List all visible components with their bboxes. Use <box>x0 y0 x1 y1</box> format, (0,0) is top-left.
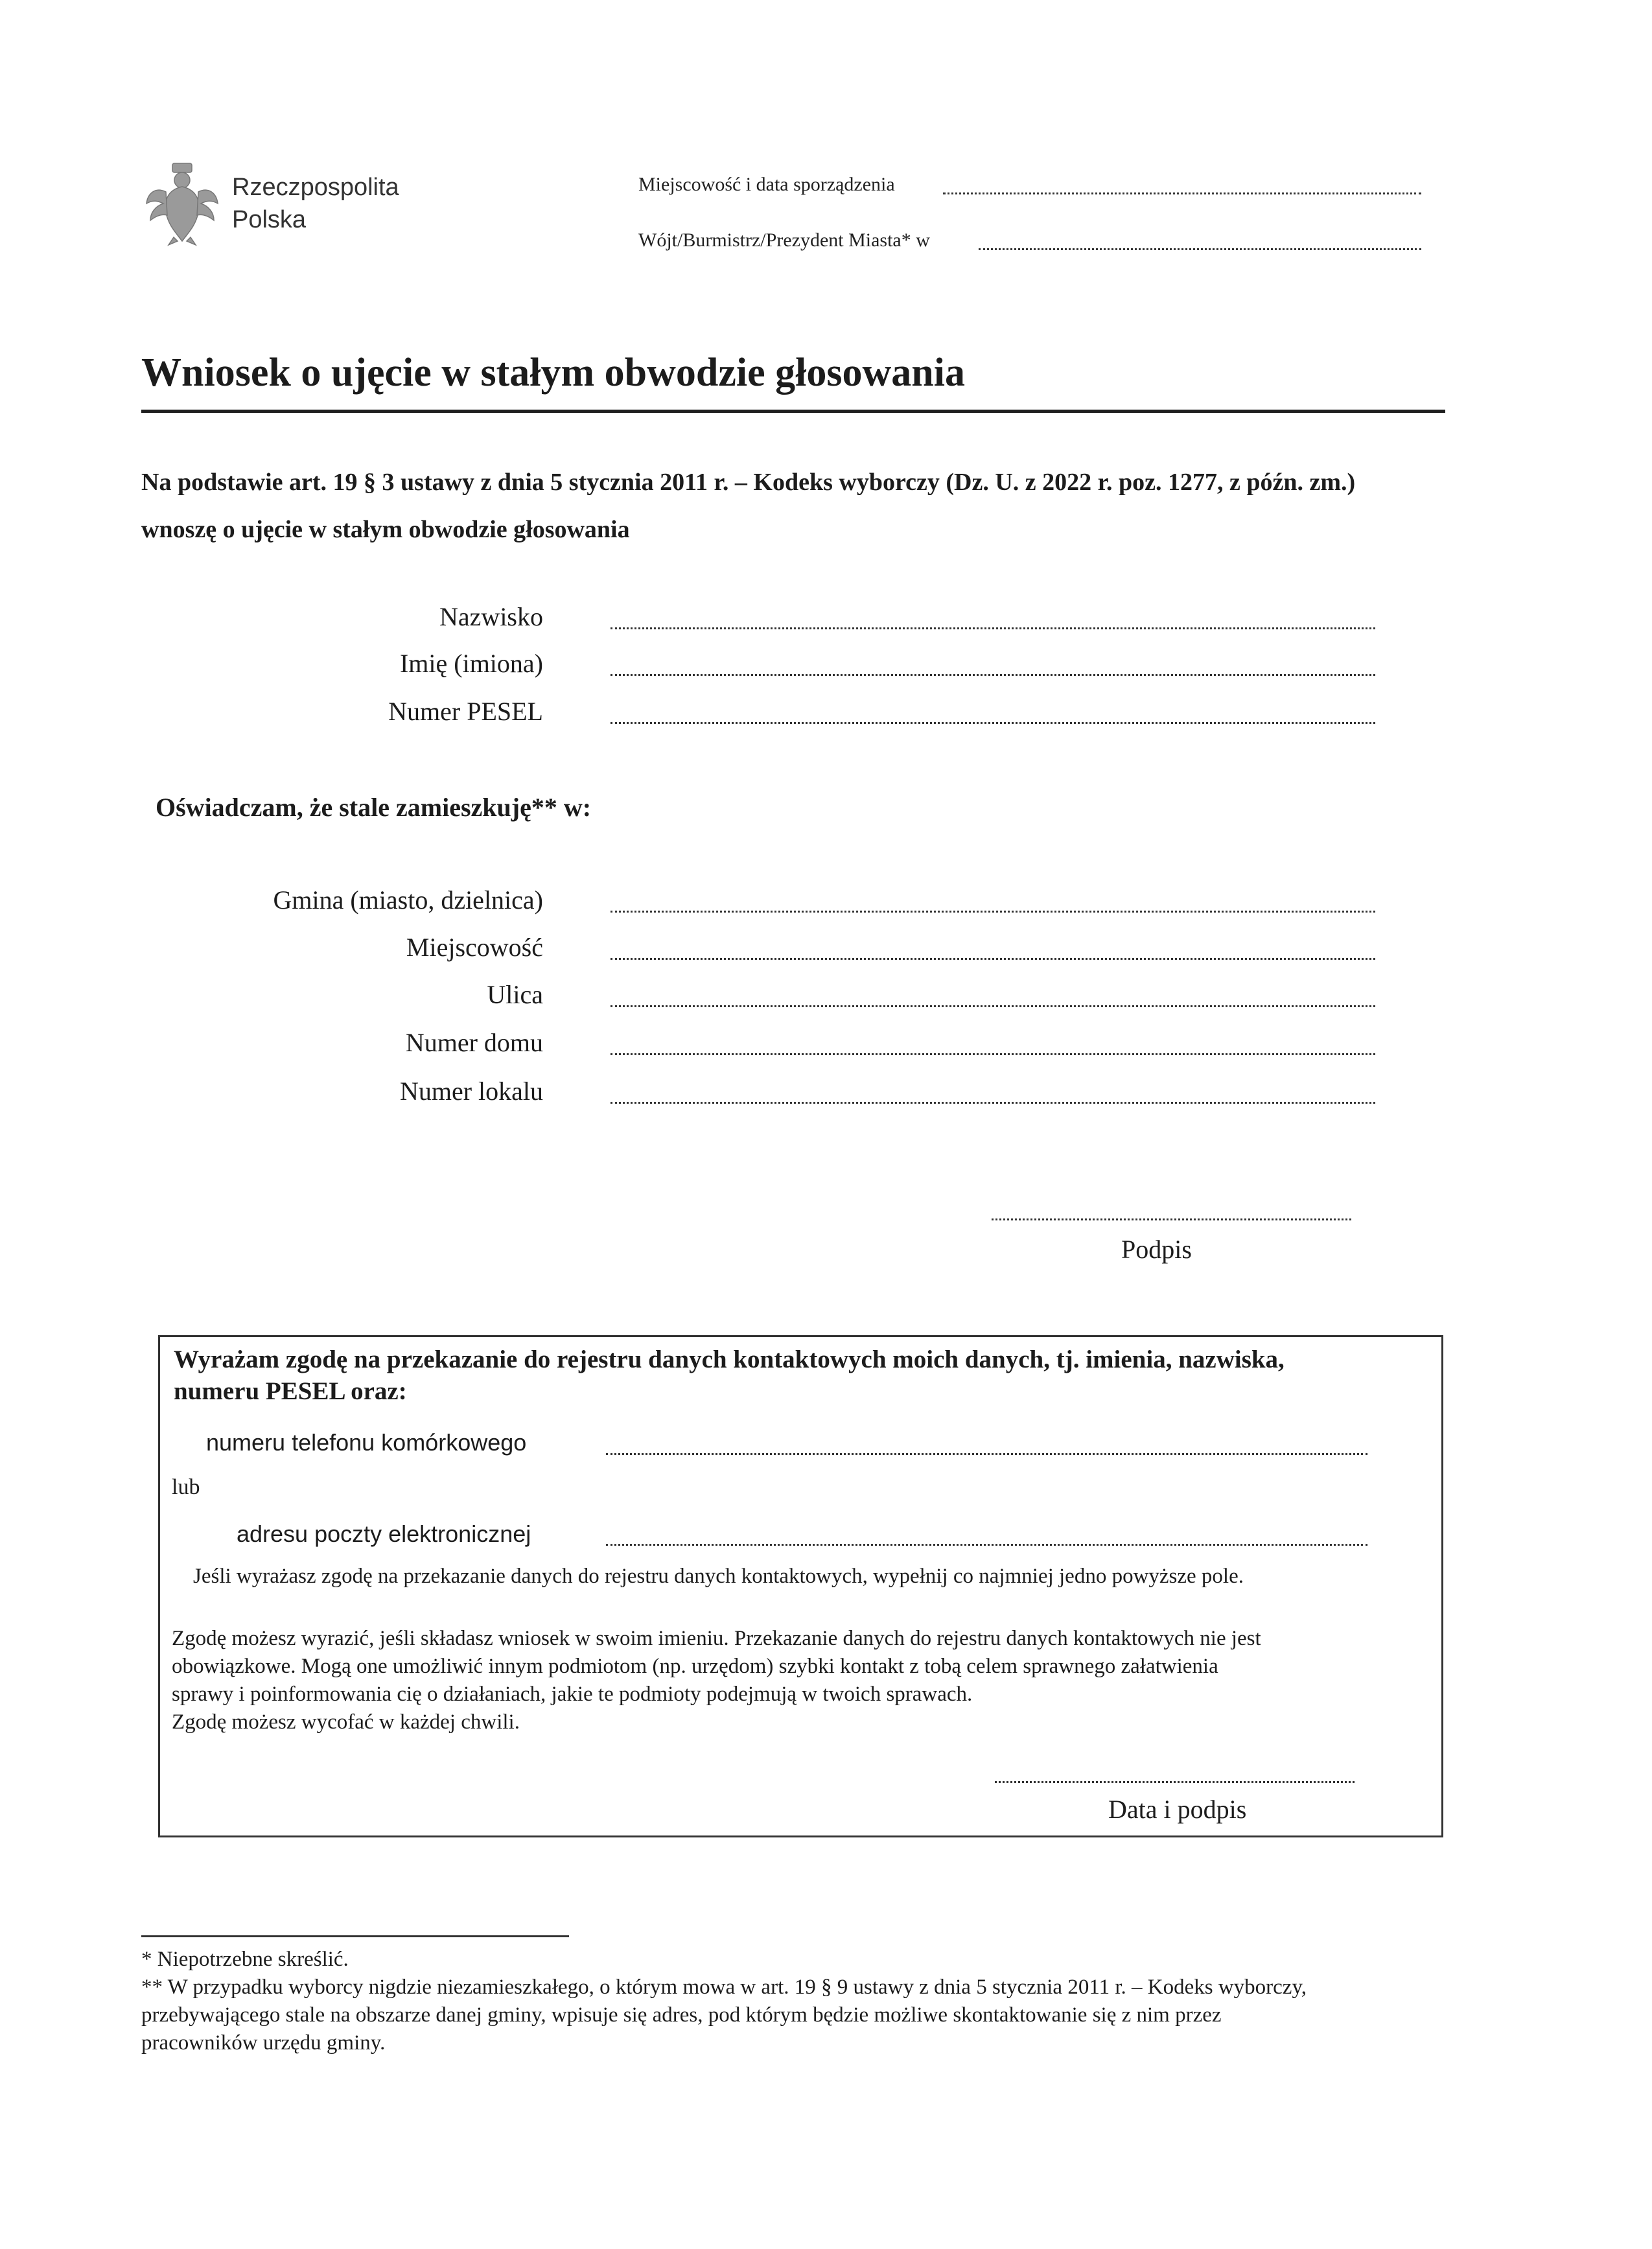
apartment-number-field[interactable] <box>611 1102 1375 1104</box>
phone-field[interactable] <box>606 1453 1367 1455</box>
date-signature-field[interactable] <box>995 1781 1355 1783</box>
title-divider <box>141 410 1445 413</box>
first-name-label: Imię (imiona) <box>399 649 543 678</box>
consent-heading-line1: Wyrażam zgodę na przekazanie do rejestru danych kontaktowych moich danych, tj. imienia, nazwiska, <box>174 1346 1285 1373</box>
pesel-field[interactable] <box>611 722 1375 724</box>
page-title: Wniosek o ujęcie w stałym obwodzie głosowania <box>141 351 965 395</box>
first-name-field[interactable] <box>611 674 1375 676</box>
locality-field[interactable] <box>611 958 1375 960</box>
footnote-2-line3: pracowników urzędu gminy. <box>141 2031 386 2055</box>
pesel-label: Numer PESEL <box>388 697 543 726</box>
intro-line1: Na podstawie art. 19 § 3 ustawy z dnia 5 stycznia 2011 r. – Kodeks wyborczy (Dz. U. z 2022 r. poz. 1277, z późn. zm.) <box>141 469 1356 496</box>
surname-field[interactable] <box>611 627 1375 629</box>
consent-info-line4: Zgodę możesz wycofać w każdej chwili. <box>172 1710 520 1734</box>
street-label: Ulica <box>487 980 543 1009</box>
footnote-2-line2: przebywającego stale na obszarze danej gminy, wpisuje się adres, pod którym będzie możliwe skontaktowanie się z nim przez <box>141 2003 1222 2027</box>
consent-info-line2: obowiązkowe. Mogą one umożliwić innym podmiotom (np. urzędom) szybki kontakt z tobą celem sprawnego załatwienia <box>172 1655 1218 1678</box>
intro-line2: wnoszę o ujęcie w stałym obwodzie głosowania <box>141 516 630 543</box>
house-number-label: Numer domu <box>405 1028 543 1057</box>
footnote-2-line1: ** W przypadku wyborcy nigdzie niezamieszkałego, o którym mowa w art. 19 § 9 ustawy z dnia 5 stycznia 2011 r. – Kodeks wyborczy, <box>141 1975 1307 1999</box>
consent-instruction: Jeśli wyrażasz zgodę na przekazanie danych do rejestru danych kontaktowych, wypełnij co najmniej jedno powyższe pole. <box>193 1565 1244 1588</box>
signature-label: Podpis <box>1121 1235 1192 1264</box>
date-signature-label: Data i podpis <box>1108 1795 1247 1824</box>
municipality-label: Gmina (miasto, dzielnica) <box>273 885 543 915</box>
consent-info-line3: sprawy i poinformowania cię o działaniach, jakie te podmioty podejmują w twoich sprawach. <box>172 1683 973 1706</box>
residence-heading: Oświadczam, że stale zamieszkuję** w: <box>156 793 592 822</box>
street-field[interactable] <box>611 1005 1375 1007</box>
footnote-1: * Niepotrzebne skreślić. <box>141 1948 349 1971</box>
brand-name-line2: Polska <box>232 206 307 233</box>
authority-field[interactable] <box>979 248 1421 250</box>
email-field[interactable] <box>606 1544 1367 1546</box>
place-date-label: Miejscowość i data sporządzenia <box>638 174 895 195</box>
apartment-number-label: Numer lokalu <box>399 1077 543 1106</box>
consent-info-line1: Zgodę możesz wyrazić, jeśli składasz wniosek w swoim imieniu. Przekazanie danych do rejestru danych kontaktowych nie jest <box>172 1627 1261 1650</box>
locality-label: Miejscowość <box>406 933 543 962</box>
footnote-divider <box>141 1935 569 1937</box>
brand-name-line1: Rzeczpospolita <box>232 174 399 201</box>
or-label: lub <box>172 1475 200 1499</box>
signature-field[interactable] <box>992 1218 1351 1220</box>
place-date-field[interactable] <box>943 192 1421 194</box>
email-label: adresu poczty elektronicznej <box>237 1521 531 1547</box>
house-number-field[interactable] <box>611 1053 1375 1055</box>
surname-label: Nazwisko <box>439 602 543 631</box>
phone-label: numeru telefonu komórkowego <box>206 1429 527 1456</box>
polish-eagle-emblem-icon <box>144 161 220 246</box>
consent-heading-line2: numeru PESEL oraz: <box>174 1377 407 1405</box>
municipality-field[interactable] <box>611 911 1375 913</box>
authority-label: Wójt/Burmistrz/Prezydent Miasta* w <box>638 229 930 251</box>
